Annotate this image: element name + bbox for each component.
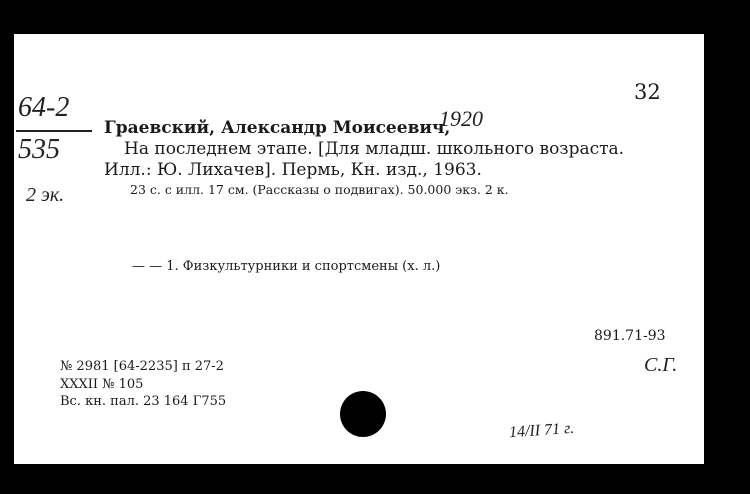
- entry-author: Граевский, Александр Моисеевич,: [104, 118, 451, 138]
- handwritten-side-note: 2 эк.: [26, 184, 65, 206]
- catalog-line-2: XXXII № 105: [60, 377, 144, 392]
- handwritten-initials: С.Г.: [644, 354, 678, 376]
- punch-hole: [340, 391, 386, 437]
- class-divider: [16, 130, 92, 132]
- handwritten-class-top: 64-2: [18, 92, 70, 123]
- page-number: 32: [634, 80, 661, 104]
- subject-heading: — — 1. Физкультурники и спортсмены (х. л.): [132, 259, 441, 274]
- classification-number: 891.71-93: [594, 328, 666, 344]
- handwritten-class-bottom: 535: [18, 134, 60, 165]
- handwritten-birth-year: 1920: [439, 106, 483, 131]
- catalog-line-3: Вс. кн. пал. 23 164 Г755: [60, 394, 227, 409]
- catalog-card: [14, 34, 704, 464]
- handwritten-stamp-note: 14/II 71 г.: [508, 419, 575, 442]
- catalog-line-1: № 2981 [64-2235] п 27-2: [60, 359, 224, 374]
- entry-line-3: 23 с. с илл. 17 см. (Рассказы о подвигах). 50.000 экз. 2 к.: [130, 182, 509, 197]
- entry-line-2: Илл.: Ю. Лихачев]. Пермь, Кн. изд., 1963.: [104, 160, 482, 180]
- entry-line-1: На последнем этапе. [Для младш. школьного возраста.: [124, 139, 625, 159]
